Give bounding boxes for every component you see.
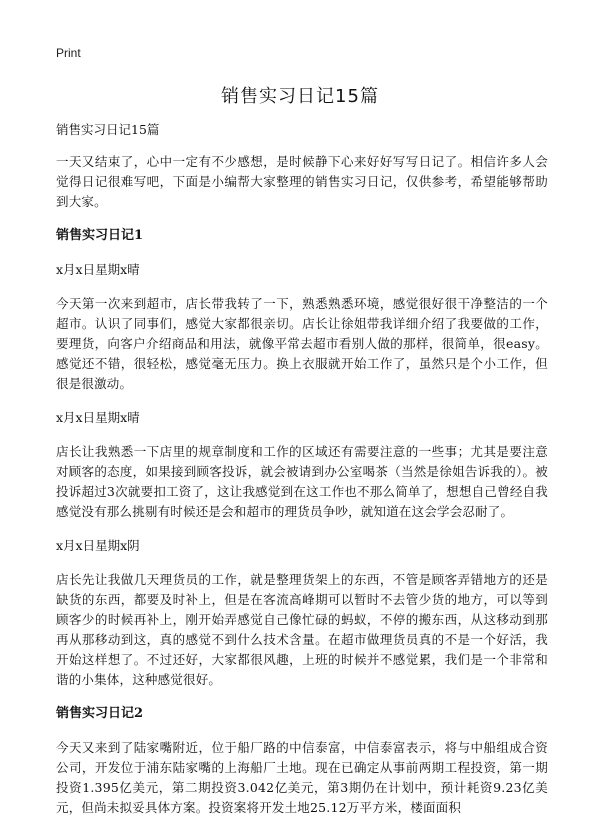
- article-body: [56, 120, 548, 828]
- intro-paragraph: 一天又结束了，心中一定有不少感想，是时候静下心来好好写写日记了。相信许多人会觉得日记很难写吧，下面是小编帮大家整理的销售实习日记，仅供参考，希望能够帮助到大家。: [56, 154, 548, 209]
- print-link[interactable]: Print: [56, 46, 81, 60]
- diary-paragraph: 今天又来到了陆家嘴附近，位于船厂路的中信泰富，中信泰富表示，将与中船组成合资公司，开发位于浦东陆家嘴的上海船厂土地。现在已确定从事前两期工程投资，第一期投资1.395亿美元，第二期投资3.042亿美元，第3期仍在计划中，预计耗资9.23亿美元，但尚未拟妥具体方案。投资案将开发土地25.12万平方米，楼面面积: [56, 740, 548, 815]
- diary-date: x月x日星期x阴: [56, 538, 140, 553]
- page-title: 销售实习日记15篇: [221, 86, 379, 107]
- article-subtitle: 销售实习日记15篇: [56, 122, 160, 137]
- diary-paragraph: 店长先让我做几天理货员的工作，就是整理货架上的东西，不管是顾客弄错地方的还是缺货的东西，都要及时补上，但是在客流高峰期可以暂时不去管少货的地方，可以等到顾客少的时候再补上，刚开始弄感觉自己像忙碌的蚂蚁，不停的搬东西，从这移动到那再从那移动到这，真的感觉不到什么技术含量。在超市做理货员真的不是一个好活，我开始这样想了。不过还好，大家都很风趣，上班的时候并不感觉累，我们是一个非常和谐的小集体，这种感觉很好。: [56, 572, 548, 687]
- diary-paragraph: 今天第一次来到超市，店长带我转了一下，熟悉熟悉环境，感觉很好很干净整洁的一个超市。认识了同事们，感觉大家都很亲切。店长让徐姐带我详细介绍了我要做的工作，要理货，向客户介绍商品和用法，就像平常去超市看别人做的那样，很简单，很easy。感觉还不错，很轻松，感觉毫无压力。换上衣服就开始工作了，虽然只是个小工作，但很是很激动。: [56, 296, 548, 391]
- section-heading-2: 销售实习日记2: [56, 706, 144, 721]
- diary-paragraph: 店长让我熟悉一下店里的规章制度和工作的区域还有需要注意的一些事；尤其是要注意对顾客的态度，如果接到顾客投诉，就会被请到办公室喝茶（当然是徐姐告诉我的）。被投诉超过3次就要扣工资了，这让我感觉到在这工作也不那么简单了，想想自己曾经自我感觉没有那么挑剔有时候还是会和超市的理货员争吵，就知道在这会学会忍耐了。: [56, 444, 548, 519]
- diary-date: x月x日星期x晴: [56, 410, 140, 425]
- section-heading-1: 销售实习日记1: [56, 228, 144, 243]
- diary-date: x月x日星期x晴: [56, 262, 140, 277]
